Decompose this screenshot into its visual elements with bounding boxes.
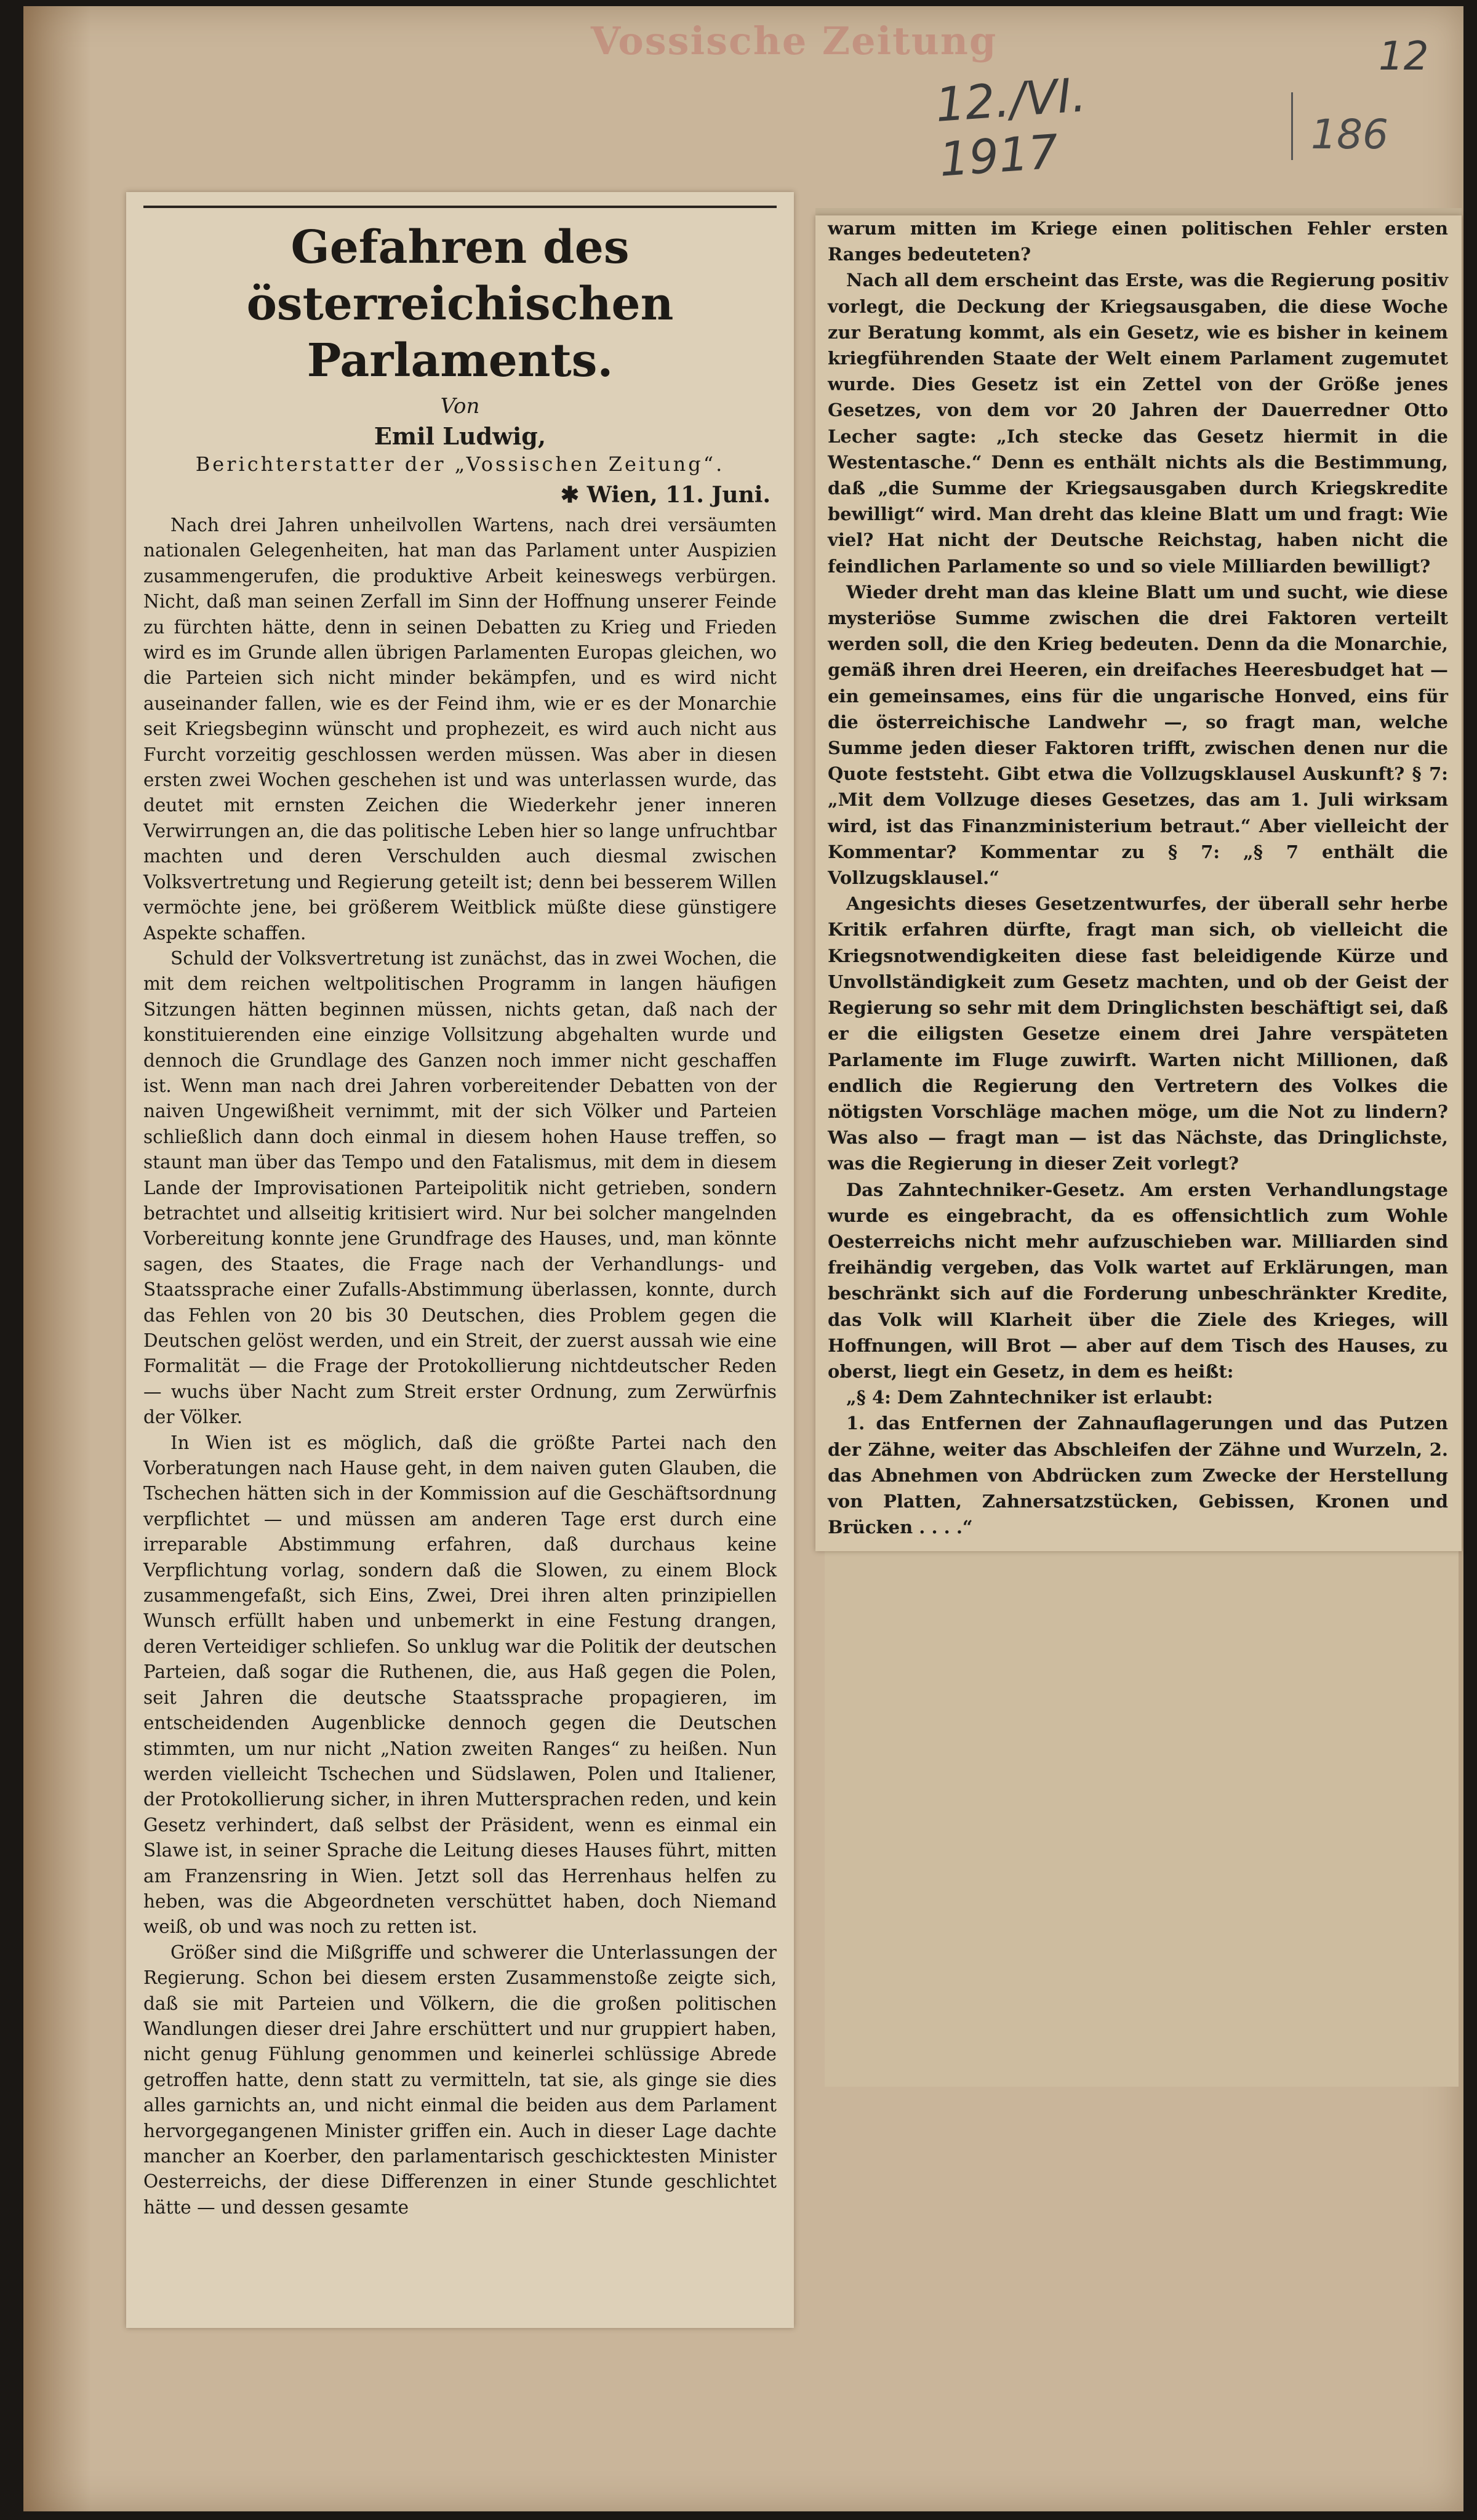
handwritten-archive-number: 186 xyxy=(1311,111,1388,158)
paragraph: warum mitten im Kriege einen politischen Fehler ersten Ranges bedeuteten? xyxy=(828,218,1448,265)
handwritten-number-top: 12 xyxy=(1379,34,1429,79)
paragraph: In Wien ist es möglich, daß die größte Partei nach den Vorberatungen nach Hause geht, in dem naiven guten Glauben, die Tschechen hätten sich in der Kommission auf die Geschäftsordnung verpflichtet — und müssen am anderen Tage erst durch eine irreparable Abstimmung erfahren, daß durchaus keine Verpflichtung vorlag, sondern daß die Slowen, zu einem Block zusammengefaßt, sich Eins, Zwei, Drei ihren alten prinzipiellen Wunsch erfüllt haben und unbemerkt in eine Festung drangen, deren Verteidiger schliefen. So unklug war die Politik der deutschen Parteien, daß sogar die Ruthenen, die, aus Haß gegen die Polen, seit Jahren die deutsche Staatssprache propagieren, im entscheidenden Augenblicke dennoch gegen die Deutschen stimmten, um nur nicht „Nation zweiten Ranges“ zu heißen. Nun werden vielleicht Tschechen und Südslawen, Polen und Italiener, der Protokollierung sicher, in ihren Muttersprachen reden, und kein Gesetz verhindert, daß selbst der Präsident, wenn es einmal ein Slawe ist, in seiner Sprache die Leitung dieses Hauses führt, mitten am Franzensring in Wien. Jetzt soll das Herrenhaus helfen zu heben, was die Abgeordneten verschüttet haben, doch Niemand weiß, ob und was noch zu retten ist. xyxy=(143,1432,777,1938)
paragraph: Nach drei Jahren unheilvollen Wartens, nach drei versäumten nationalen Gelegenheiten, hat man das Parlament unter Auspizien zusammengerufen, die produktive Arbeit keineswegs verbürgen. Nicht, daß man seinen Zerfall im Sinn der Hoffnung unserer Feinde zu fürchten hätte, denn in seinen Debatten zu Krieg und Frieden wird es im Grunde allen übrigen Parlamenten Europas gleichen, wo die Parteien sich nicht minder bekämpfen, und es wird nicht auseinander fallen, wie es der Feind ihm, wie er es der Monarchie seit Kriegsbeginn wünscht und prophezeit, es wird auch nicht aus Furcht vorzeitig geschlossen werden müssen. Was aber in diesen ersten zwei Wochen geschehen ist und was unterlassen wurde, das deutet mit ernsten Zeichen die Wiederkehr jener inneren Verwirrungen an, die das politische Leben hier so lange unfruchtbar machten und deren Verschulden auch diesmal zwischen Volksvertretung und Regierung geteilt ist; denn bei besserem Willen vermöchte jene, bei größerem Weitblick müßte diese günstigere Aspekte schaffen. xyxy=(143,515,777,944)
paragraph: Angesichts dieses Gesetzentwurfes, der überall sehr herbe Kritik erfahren dürfte, fragt man sich, ob vielleicht die Kriegsnotwendigkeiten diese fast beleidigende Kürze und Unvollständigkeit zum Gesetz machten, und ob der Geist der Regierung so sehr mit dem Dringlichsten beschäftigt sei, daß er die eiligsten Gesetze einem drei Jahre verspäteten Parlamente im Fluge zuwirft. Warten nicht Millionen, daß endlich die Regierung den Vertretern des Volkes die nötigsten Vorschläge machen möge, um die Not zu lindern? Was also — fragt man — ist das Nächste, das Dringlichste, was die Regierung in dieser Zeit vorlegt? xyxy=(828,893,1448,1174)
author-role: Berichterstatter der „Vossischen Zeitung“. xyxy=(195,452,725,476)
paragraph: „§ 4: Dem Zahntechniker ist erlaubt: xyxy=(846,1387,1213,1408)
paragraph: Wieder dreht man das kleine Blatt um und sucht, wie diese mysteriöse Summe zwischen die drei Faktoren verteilt werden soll, die den Krieg bedeuten. Denn da die Monarchie, gemäß ihren drei Heeren, ein dreifaches Heeresbudget hat — ein gemeinsames, eins für die ungarische Honved, eins für die österreichische Landwehr —, so fragt man, welche Summe jeden dieser Faktoren trifft, zwischen denen nur die Quote feststeht. Gibt etwa die Vollzugsklausel Auskunft? § 7: „Mit dem Vollzuge dieses Gesetzes, das am 1. Juli wirksam wird, ist das Finanzministerium betraut.“ Aber vielleicht der Kommentar? Kommentar zu § 7: „§ 7 enthält die Vollzugsklausel.“ xyxy=(828,581,1448,889)
title-line-1: Gefahren des österreichischen xyxy=(246,221,674,331)
handwritten-date: 12./VI. 1917 xyxy=(934,67,1088,187)
title-line-2: Parlaments. xyxy=(306,334,614,387)
paragraph: Das Zahntechniker-Gesetz. Am ersten Verhandlungstage wurde es eingebracht, da es offensichtlich zum Wohle Oesterreichs nicht mehr aufzuschieben war. Milliarden sind freihändig vergeben, das Volk wartet auf Erklärungen, man beschränkt sich auf die Forderung unbeschränkter Kredite, das Volk will Klarheit über die Ziele des Krieges, will Hoffnungen, will Brot — aber auf dem Tisch des Hauses, zu oberst, liegt ein Gesetz, in dem es heißt: xyxy=(828,1179,1448,1382)
paragraph: Größer sind die Mißgriffe und schwerer die Unterlassungen der Regierung. Schon bei diesem ersten Zusammenstoße zeigte sich, daß sie mit Parteien und Völkern, die die großen politischen Wandlungen dieser drei Jahre erschüttert und nur gruppiert haben, nicht genug Fühlung genommen und keinerlei schlüssige Abrede getroffen hatte, denn statt zu vermitteln, tat sie, als ginge sie dies alles garnichts an, und nicht einmal die beiden aus dem Parlament hervorgegangenen Minister griffen ein. Auch in dieser Lage dachte mancher an Koerber, den parlamentarisch geschicktesten Minister Oesterreichs, der diese Differenzen in einer Stunde geschlichtet hätte — und dessen gesamte xyxy=(143,1941,777,2218)
masthead-stamp: Vossische Zeitung xyxy=(591,18,998,63)
article-body-left xyxy=(143,513,777,2220)
dateline: ✱ Wien, 11. Juni. xyxy=(560,482,771,508)
paragraph: Nach all dem erscheint das Erste, was die Regierung positiv vorlegt, die Deckung der Kriegsausgaben, die diese Woche zur Beratung kommt, als ein Gesetz, wie es bisher in keinem kriegführenden Staate der Welt einem Parlament zugemutet wurde. Dies Gesetz ist ein Zettel von der Größe jenes Gesetzes, von dem vor 20 Jahren der Dauerredner Otto Lecher sagte: „Ich stecke das Gesetz hiermit in die Westentasche.“ Denn es enthält nichts als die Bestimmung, daß „die Summe der Kriegsausgaben durch Kriegskredite bewilligt“ wird. Man dreht das kleine Blatt um und fragt: Wie viel? Hat nicht der Deutsche Reichstag, haben nicht die feindlichen Parlamente so und so viele Milliarden bewilligt? xyxy=(828,270,1448,577)
article-body-right xyxy=(828,215,1448,1540)
article-title xyxy=(143,219,777,389)
byline-von: Von xyxy=(440,394,480,419)
author-name: Emil Ludwig, xyxy=(374,422,546,450)
pencil-mark xyxy=(1291,92,1293,160)
article-clipping-left xyxy=(126,192,794,2328)
paragraph: 1. das Entfernen der Zahnauflagerungen und das Putzen der Zähne, weiter das Abschleifen der Zähne und Wurzeln, 2. das Abnehmen von Abdrücken zum Zwecke der Herstellung von Platten, Zahnersatzstücken, Gebissen, Kronen und Brücken . . . .“ xyxy=(828,1413,1448,1538)
paper-stain xyxy=(23,6,91,2511)
top-rule xyxy=(143,206,777,208)
paragraph: Schuld der Volksvertretung ist zunächst, das in zwei Wochen, die mit dem reichen weltpolitischen Programm in langen häufigen Sitzungen hätten beginnen müssen, nichts getan, daß nach der konstituierenden eine einzige Vollsitzung abgehalten wurde und dennoch die Grundlage des Ganzen noch immer nicht geschaffen ist. Wenn man nach drei Jahren vorbereitender Debatten von der naiven Ungewißheit vernimmt, mit der sich Völker und Parteien schließlich dann doch einmal in diesem hohen Hause treffen, so staunt man über das Tempo und den Fatalismus, mit dem in diesem Lande der Improvisationen Parteipolitik nicht getrieben, sondern betrachtet und allseitig kritisiert wird. Nur bei solcher mangelnden Vorbereitung konnte jene Grundfrage des Hauses, und, man könnte sagen, des Staates, die Frage nach der Verhandlungs- und Staatssprache einer Zufalls-Abstimmung überlassen, konnte, durch das Fehlen von 20 bis 30 Deutschen, dies Problem gegen die Deutschen gelöst werden, und ein Streit, der zuerst aussah wie eine Formalität — die Frage der Protokollierung nichtdeutscher Reden — wuchs über Nacht zum Streit erster Ordnung, zum Zerwürfnis der Völker. xyxy=(143,947,777,1428)
article-clipping-right xyxy=(815,215,1462,1551)
clipping-backing xyxy=(825,1551,1459,2087)
